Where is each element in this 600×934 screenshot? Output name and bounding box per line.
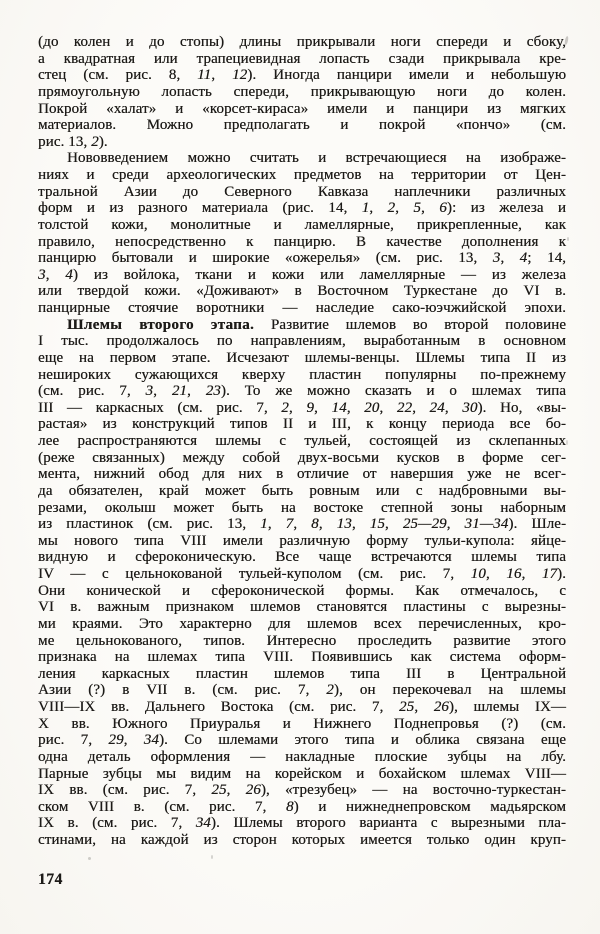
text-line: мента, нижний обод для них в отличие от навершия уже не всег- [38,466,566,483]
text-line: панцирю бытовали и широкие «ожерелья» (см. рис. 13, 3, 4; 14, [38,250,567,267]
scan-artifact [88,857,91,860]
text-line: ме цельнокованого, типов. Интересно проследить развитие этого [38,632,566,649]
text-line: мы нового типа VIII имели различную форму тульи-купола: яйце- [38,532,566,549]
text-line: нешироких сужающихся кверху пластин популярны по-прежнему [38,366,566,383]
text-line: прямоугольную лопасть спереди, прикрывающую ноги до колен. [38,83,566,100]
text-line: стинами, на каждой из сторон которых имеется только один круп- [38,832,566,848]
text-block [38,34,566,849]
text-line: VIII—IX вв. Дальнего Востока (см. рис. 7, 25, 26), шлемы IX— [38,699,566,715]
text-line: IX в. (см. рис. 7, 34). Шлемы второго варианта с вырезными пла- [38,815,566,832]
text-line: одна деталь оформления — накладные плоские зубцы на лбу. [38,748,566,765]
text-line: резами, околыш может быть на востоке степной зоны наборным [38,499,566,516]
text-line: правило, непосредственно к панцирю. В качестве дополнения к [38,233,566,250]
text-line: I тыс. продолжалось по направлениям, выработанным в основном [38,333,566,350]
page-number: 174 [38,871,63,888]
text-line: (реже связанных) между собой двух-восьми кусков в форме сег- [38,449,566,466]
paragraph [38,317,566,849]
text-line: материалов. Можно предполагать и покрой «пончо» (см. [38,117,566,134]
text-line: стец (см. рис. 8, 11, 12). Иногда панцири имели и небольшую [38,67,567,84]
text-line: ми краями. Это характерно для шлемов всех перечисленных, кро- [38,615,566,632]
text-line: рис. 7, 29, 34). Со шлемами этого типа и облика связана еще [38,732,566,749]
text-line: IX вв. (см. рис. 7, 25, 26), «трезубец» — на восточно-туркестан- [38,782,566,799]
text-line: из пластинок (см. рис. 13, 1, 7, 8, 13, 15, 25—29, 31—34). Шле- [38,516,567,533]
text-line: видную и сфероконическую. Все чаще встречаются шлемы типа [38,549,566,566]
text-line: форм и из разного материала (рис. 14, 1, 2, 5, 6): из железа и [38,200,567,217]
text-line: панцирные стоячие воротники — наследие сако-юэчжийской эпохи. [38,300,566,316]
text-line: ниях и среди археологических предметов на территории от Цен- [38,167,566,183]
text-line: (см. рис. 7, 3, 21, 23). То же можно сказать и о шлемах типа [38,383,567,400]
text-line: да обязателен, край может быть ровным или с надбровными вы- [38,482,566,499]
text-line: Нововведением можно считать и встречающиеся на изображе- [67,150,566,167]
text-line: III — каркасных (см. рис. 7, 2, 9, 14, 20, 22, 24, 30). Но, «вы- [38,399,567,416]
text-line: рис. 13, 2). [38,133,108,150]
text-line: лее распространяются шлемы с тульей, состоящей из склепанных [38,433,566,449]
text-line: X вв. Южного Приуралья и Нижнего Поднепровья (?) (см. [38,715,566,732]
text-line: тральной Азии до Северного Кавказа наплечники различных [38,183,566,200]
text-line: IV — с цельнокованой тульей-куполом (см. рис. 7, 10, 16, 17). [38,566,566,582]
text-line: еще на первом этапе. Исчезают шлемы-венцы. Шлемы типа II из [38,349,566,366]
paragraph [38,34,566,150]
scan-artifact [566,440,568,445]
text-line: 3, 4) из войлока, ткани и кожи или ламеллярные — из железа [38,266,567,283]
text-line: или твердой кожи. «Доживают» в Восточном Туркестане до VI в. [38,283,566,300]
scan-artifact [211,855,213,859]
text-line: а квадратная или трапециевидная лопасть сзади прикрывала кре- [38,50,566,67]
text-line: Они конической и сфероконической формы. Как отмечалось, с [38,582,566,599]
text-line: Азии (?) в VII в. (см. рис. 7, 2), он перекочевал на шлемы [38,682,566,699]
text-line: ления каркасных пластин шлемов типа III в Центральной [38,665,566,682]
text-line: VI в. важным признаком шлемов становятся пластины с вырезны- [38,599,566,616]
text-line: Шлемы второго этапа. Развитие шлемов во второй половине [67,316,566,333]
text-line: (до колен и до стопы) длины прикрывали ноги спереди и сбоку, [38,34,566,50]
scan-artifact [567,237,569,241]
text-line: толстой кожи, монолитные и ламеллярные, прикрепленные, как [38,216,566,233]
text-line: признака на шлемах типа VIII. Появившись как система оформ- [38,649,566,666]
text-line: Парные зубцы мы видим на корейском и бохайском шлемах VIII— [38,765,566,782]
scan-artifact [564,36,569,45]
paragraph [38,150,566,316]
text-line: ском VIII в. (см. рис. 7, 8) и нижнеднепровском мадьярском [38,798,566,815]
text-line: растая» из конструкций типов II и III, к концу периода все бо- [38,416,566,433]
text-line: Покрой «халат» и «корсет-кираса» имели и панцири из мягких [38,100,566,117]
